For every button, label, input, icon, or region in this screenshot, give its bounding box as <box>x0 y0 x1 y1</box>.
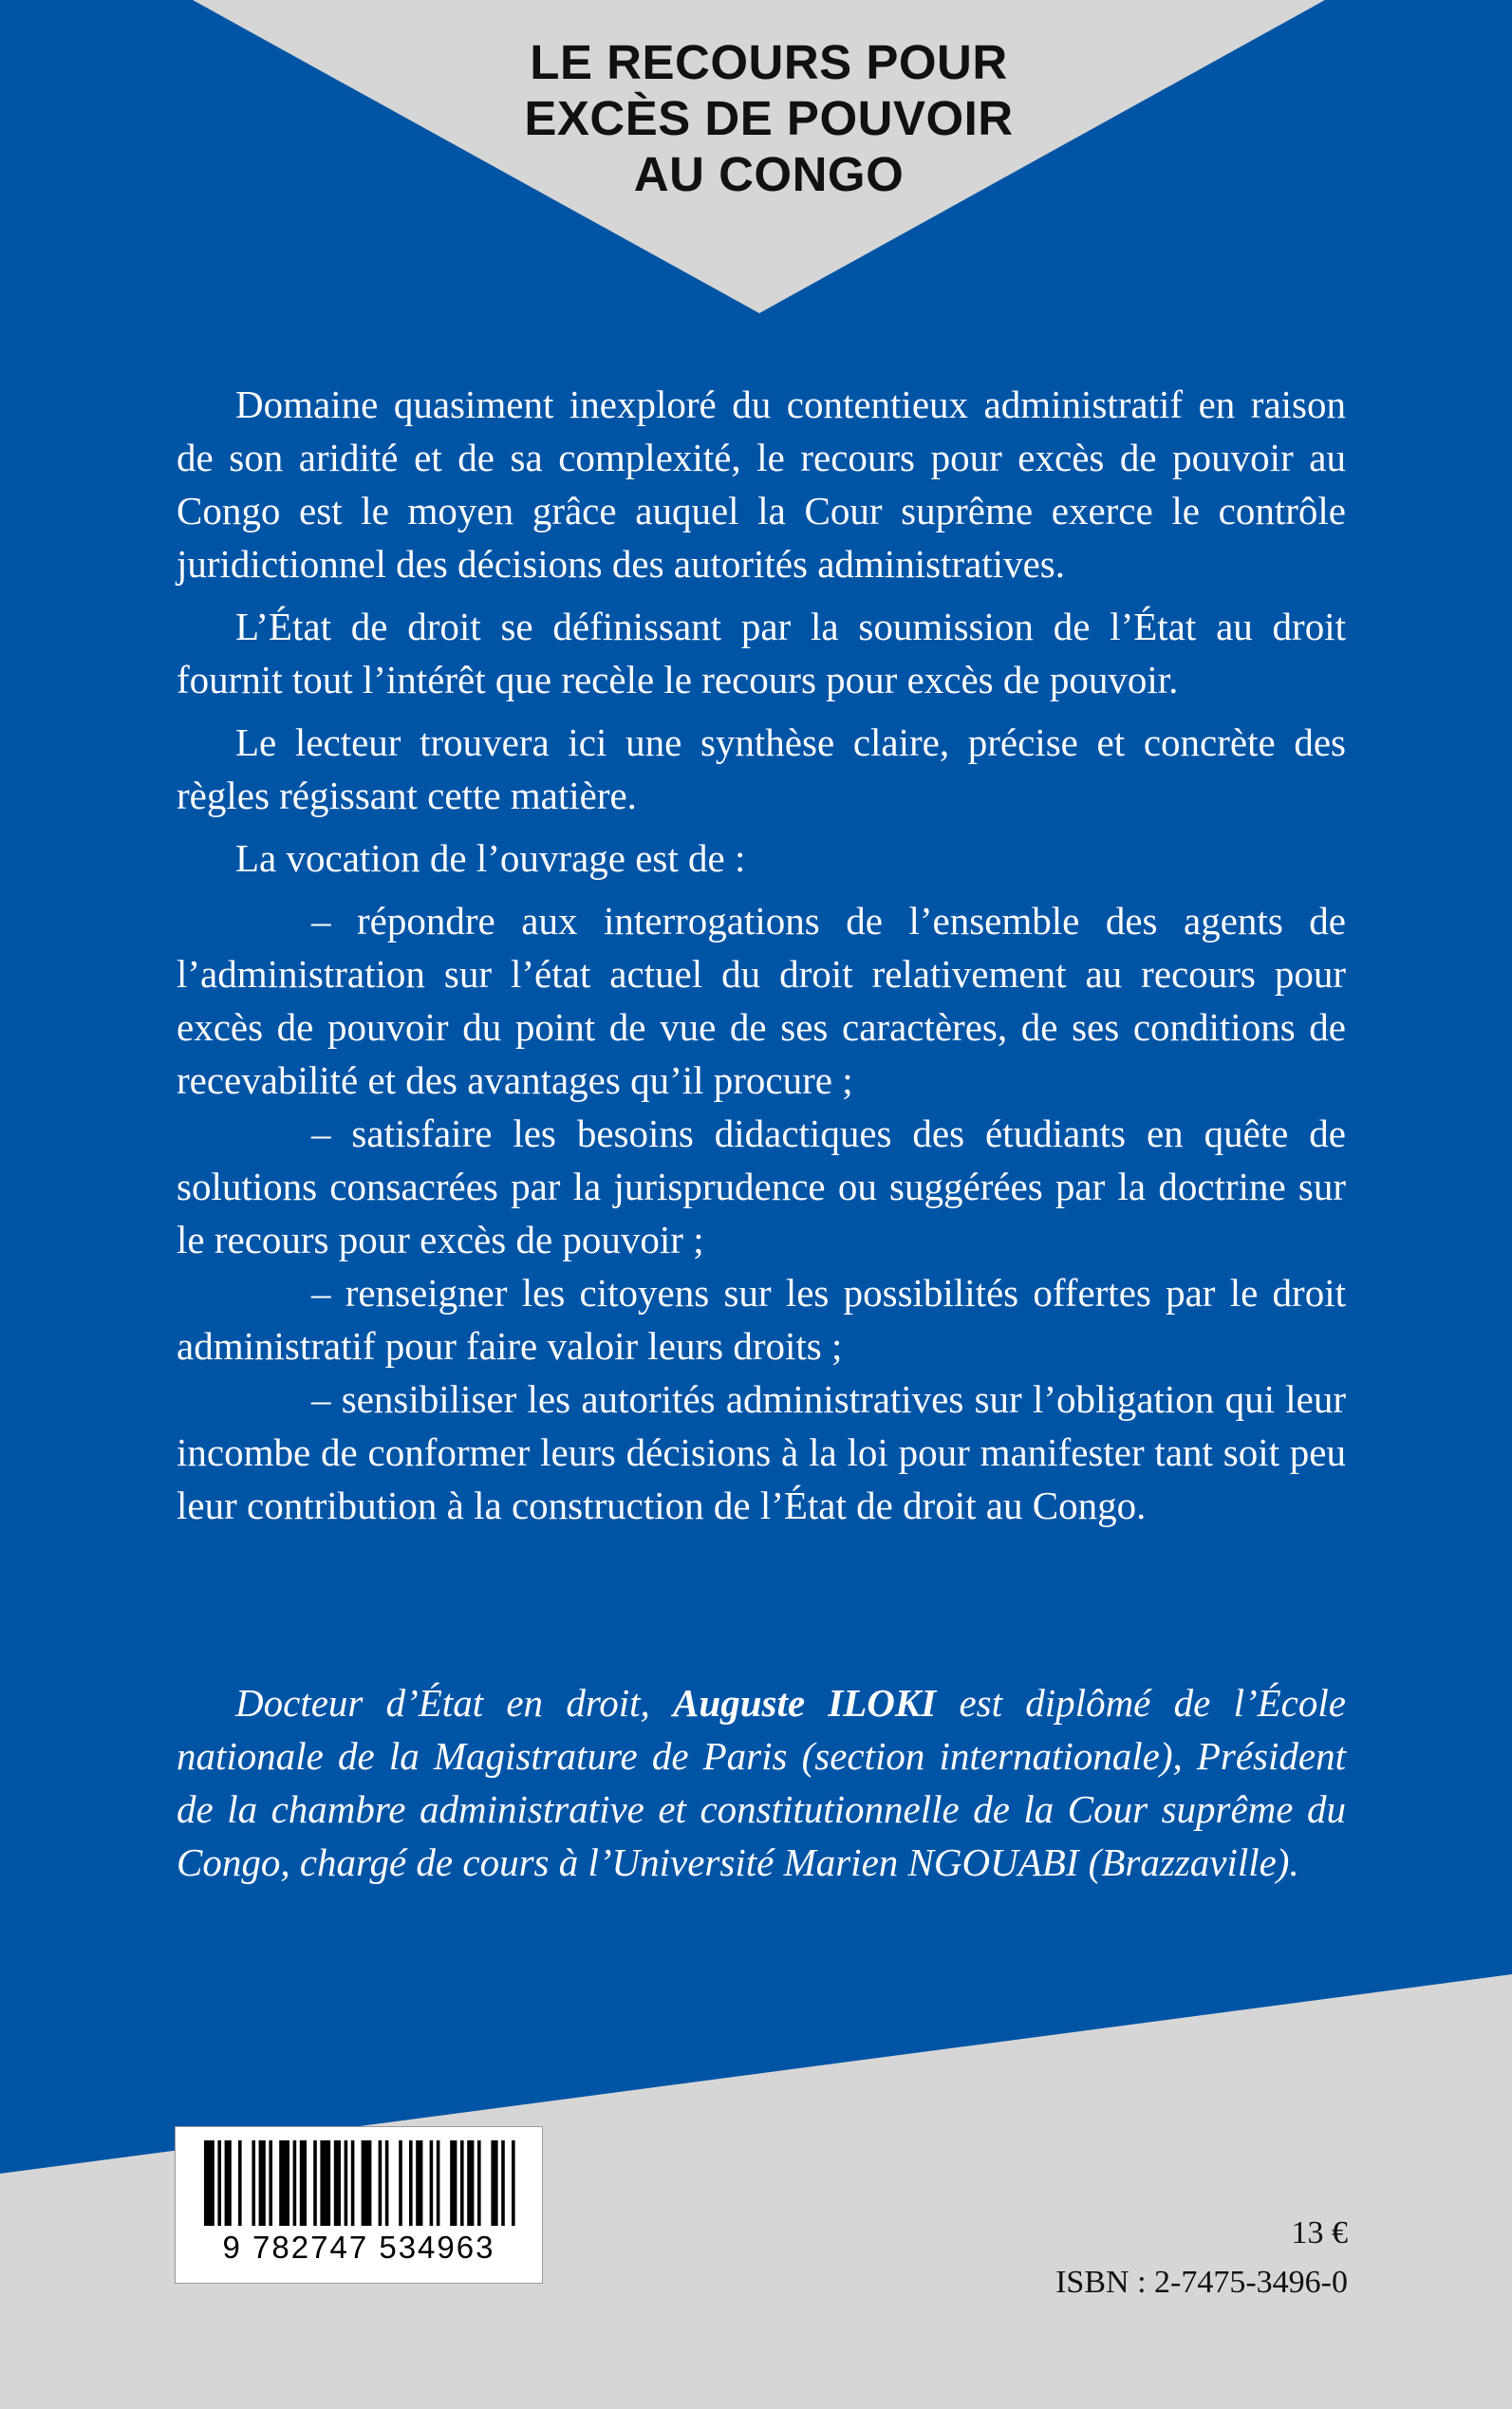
barcode-bar <box>204 2140 215 2226</box>
author-bio <box>177 1676 1346 1889</box>
book-title <box>380 34 1158 202</box>
barcode-bar <box>259 2140 266 2226</box>
barcode-bar <box>300 2140 307 2226</box>
barcode-bar <box>345 2140 348 2226</box>
barcode-bar <box>269 2140 272 2226</box>
summary-paragraph-3: Le lecteur trouvera ici une synthèse claire, précise et concrète des règles régissant cette matière. <box>177 720 1346 817</box>
bio-details: est diplômé de l’École nationale de la Magistrature de Paris (section internationale), Président de la chambre administrative et constitutionnelle de la Cour suprême du Congo, chargé de cours à l’Université Marien NGOUABI (Brazzaville). <box>177 1681 1346 1884</box>
vocation-item-2: – satisfaire les besoins didactiques des étudiants en quête de solutions consacrées par la jurisprudence ou suggérées par la doctrine sur le recours pour excès de pouvoir ; <box>177 1111 1346 1261</box>
title-line-1: LE RECOURS POUR <box>530 35 1008 89</box>
barcode-bar <box>313 2140 317 2226</box>
back-cover-summary <box>177 378 1346 1532</box>
barcode-bar <box>334 2140 341 2226</box>
barcode-bar <box>385 2140 389 2226</box>
barcode-bar <box>501 2140 505 2226</box>
barcode-bar <box>416 2140 422 2226</box>
barcode-bar <box>252 2140 255 2226</box>
barcode-bar <box>238 2140 242 2226</box>
vocation-item-4: – sensibiliser les autorités administratives sur l’obligation qui leur incombe de conformer leurs décisions à la loi pour manifester tant soit peu leur contribution à la construction de l’État de droit au Congo. <box>177 1377 1346 1527</box>
vocation-item-1: – répondre aux interrogations de l’ensemble des agents de l’administration sur l’état actuel du droit relativement au recours pour excès de pouvoir du point de vue de ses caractères, de ses conditions de recevabilité et des avantages qu’il procure ; <box>177 899 1346 1102</box>
barcode-bar <box>225 2140 232 2226</box>
barcode-bar <box>399 2140 402 2226</box>
title-line-2: EXCÈS DE POUVOIR <box>524 91 1014 145</box>
barcode-bar <box>512 2140 515 2226</box>
barcode-bar <box>320 2140 330 2226</box>
barcode-bar <box>460 2140 464 2226</box>
barcode-bar <box>217 2140 221 2226</box>
barcode-bar <box>437 2140 440 2226</box>
bio-intro: Docteur d’État en droit, <box>235 1681 674 1725</box>
barcode-bar <box>409 2140 413 2226</box>
barcode-bar <box>293 2140 297 2226</box>
summary-paragraph-4: La vocation de l’ouvrage est de : <box>235 836 746 880</box>
isbn-label: ISBN : 2-7475-3496-0 <box>1055 2265 1348 2300</box>
barcode-bar <box>477 2140 481 2226</box>
barcode-bars <box>176 2127 542 2232</box>
summary-paragraph-1: Domaine quasiment inexploré du contentieux administratif en raison de son aridité et de sa complexité, le recours pour excès de pouvoir au Congo est le moyen grâce auquel la Cour suprême exerce le contrôle juridictionnel des décisions des autorités administratives. <box>177 383 1346 586</box>
barcode-bar <box>351 2140 355 2226</box>
title-line-3: AU CONGO <box>633 147 905 201</box>
barcode-bar <box>379 2140 383 2226</box>
barcode-bar <box>362 2140 372 2226</box>
barcode-bar <box>467 2140 474 2226</box>
isbn-barcode <box>175 2126 543 2284</box>
author-name: Auguste ILOKI <box>673 1681 937 1725</box>
barcode-bar <box>450 2140 457 2226</box>
vocation-item-3: – renseigner les citoyens sur les possibilités offertes par le droit administratif pour faire valoir leurs droits ; <box>177 1271 1346 1368</box>
barcode-bar <box>430 2140 434 2226</box>
summary-paragraph-2: L’État de droit se définissant par la soumission de l’État au droit fournit tout l’intérêt que recèle le recours pour excès de pouvoir. <box>177 605 1346 701</box>
price-label: 13 € <box>1291 2215 1348 2250</box>
barcode-bar <box>491 2140 497 2226</box>
barcode-bar <box>279 2140 289 2226</box>
barcode-digits: 9 782747 534963 <box>222 2230 495 2265</box>
